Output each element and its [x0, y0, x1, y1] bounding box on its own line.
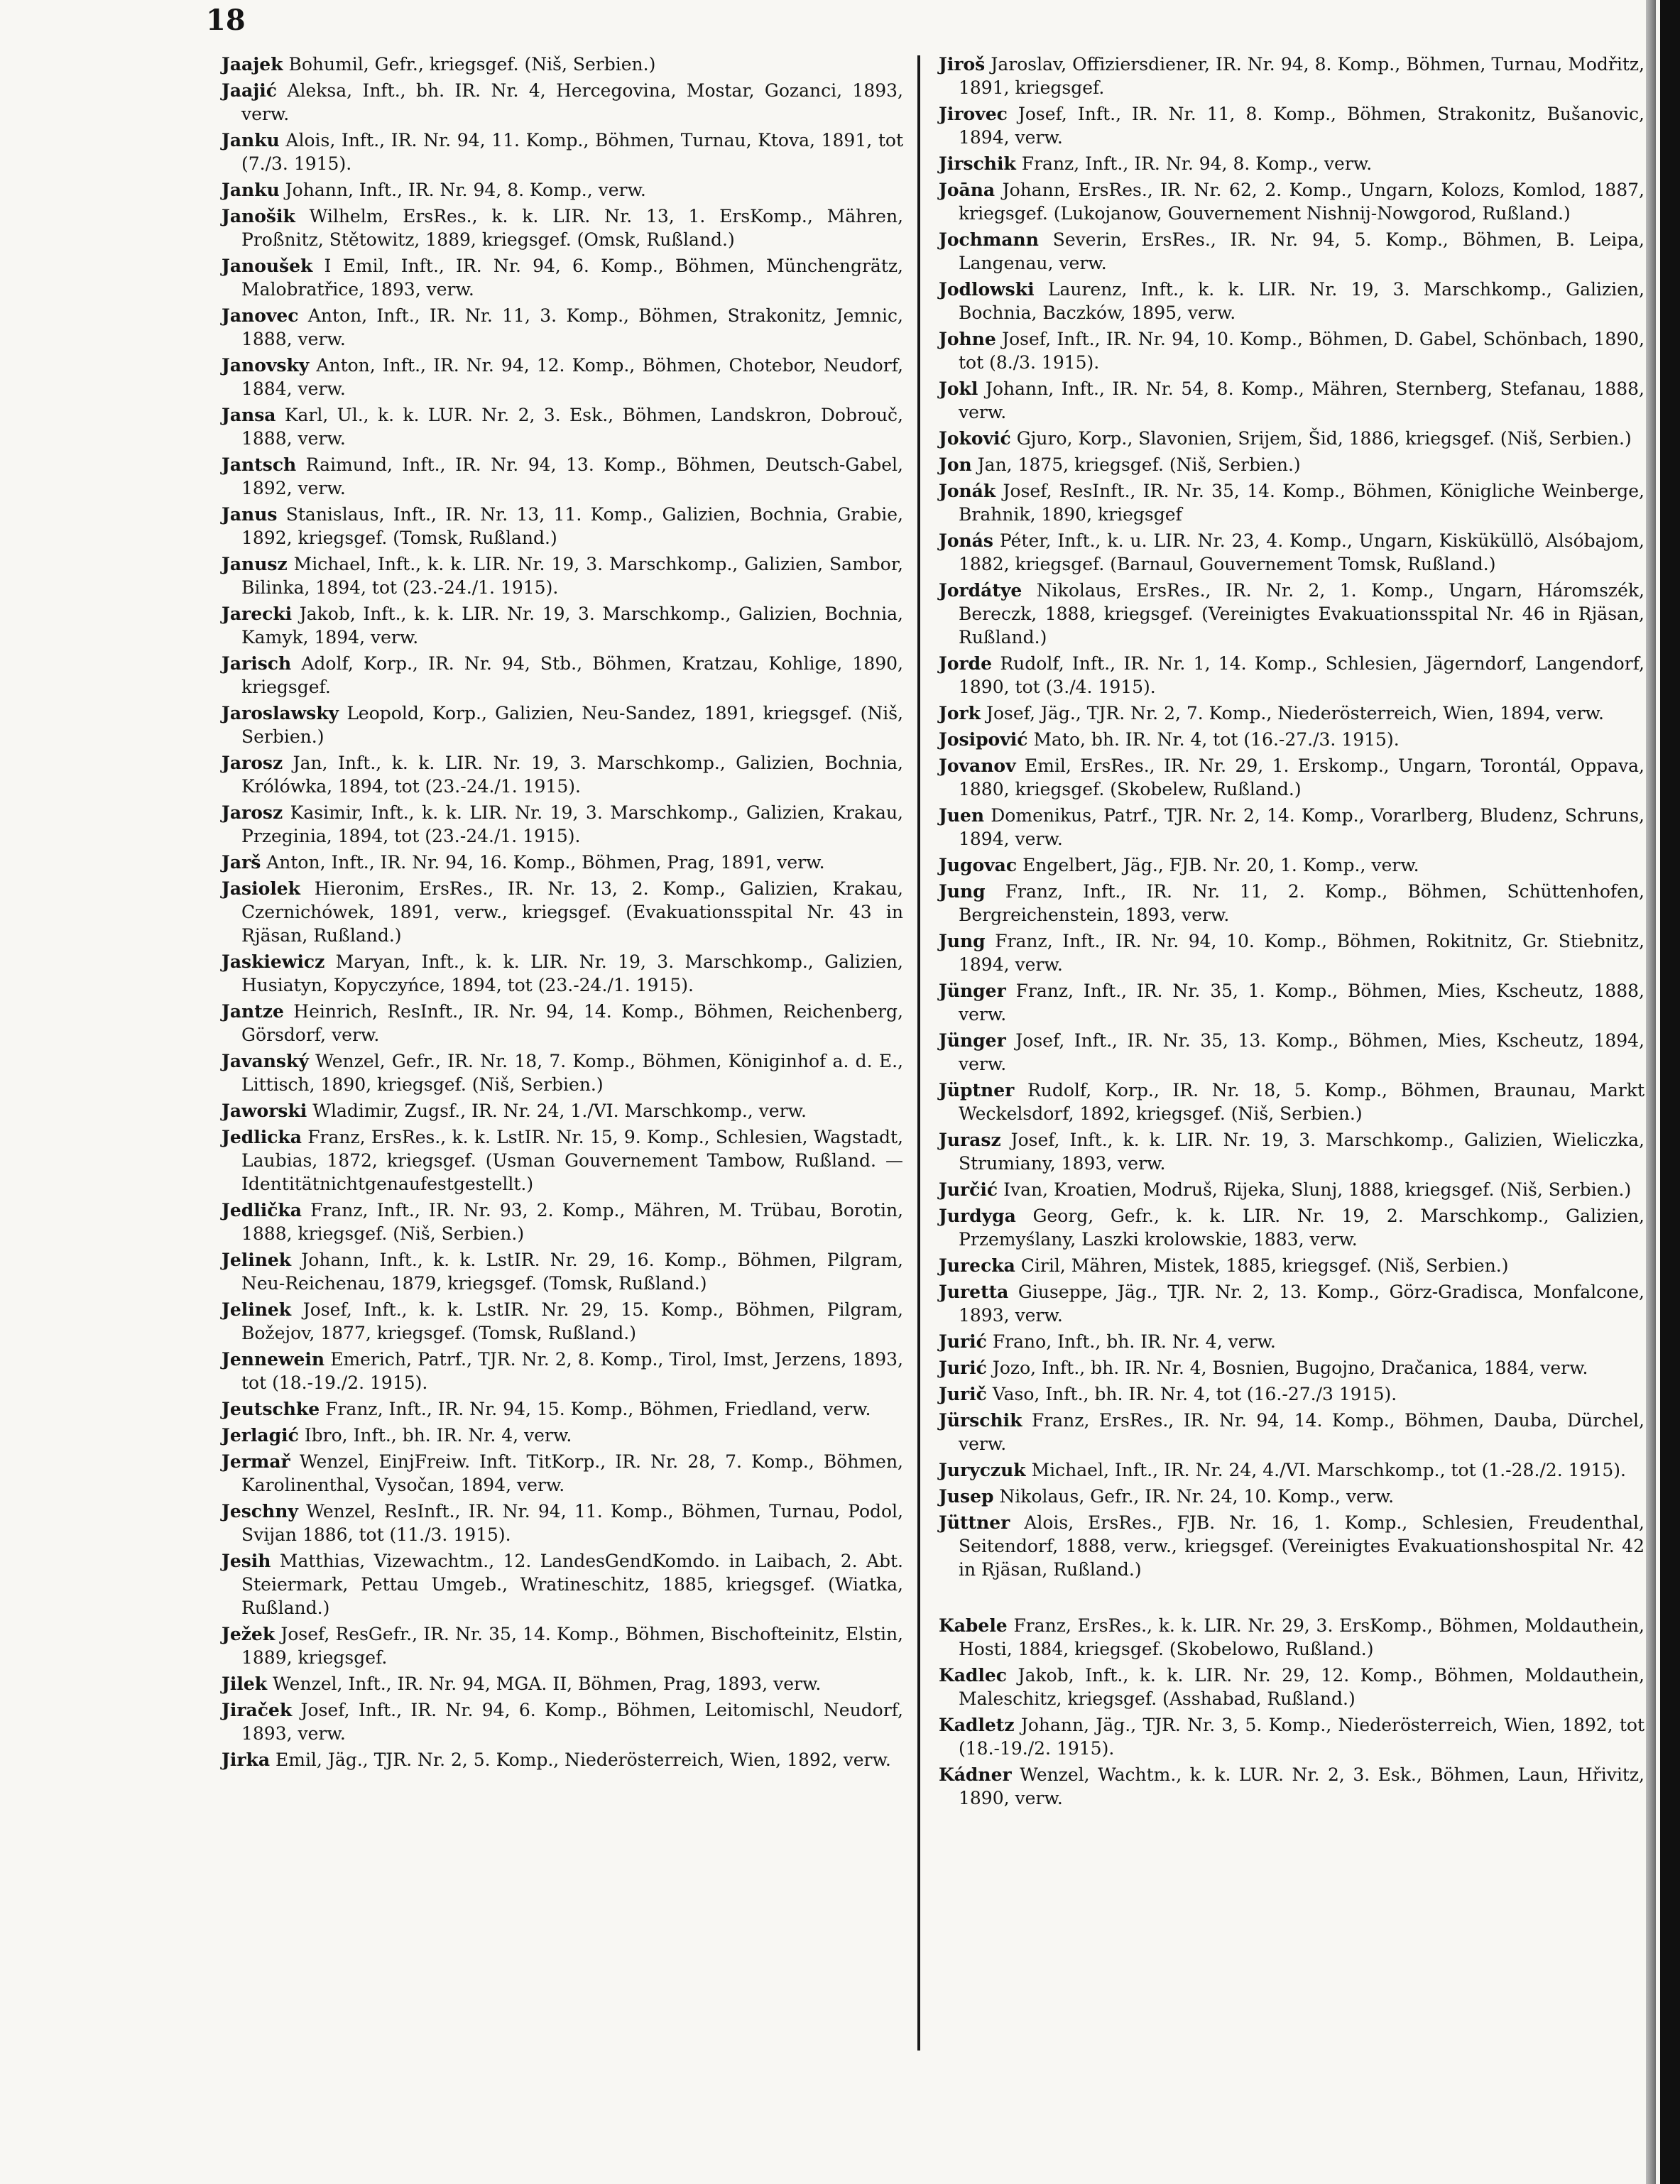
entry-surname: Jarosz — [222, 753, 283, 773]
entry-surname: Jurić — [939, 1331, 987, 1352]
list-entry — [222, 1000, 903, 1047]
entry-details: Anton, Inft., IR. Nr. 11, 3. Komp., Böhmen, Strakonitz, Jemnic, 1888, verw. — [241, 305, 903, 349]
entry-surname: Jesih — [222, 1551, 271, 1571]
entry-details: Josef, Inft., IR. Nr. 35, 13. Komp., Böhmen, Mies, Kscheutz, 1894, verw. — [959, 1030, 1645, 1074]
entry-surname: Jürschik — [939, 1410, 1022, 1431]
list-entry — [222, 1049, 903, 1096]
entry-details: Jozo, Inft., bh. IR. Nr. 4, Bosnien, Bugojno, Dračanica, 1884, verw. — [992, 1358, 1588, 1378]
list-entry — [939, 1330, 1644, 1353]
entry-surname: Jurčić — [939, 1179, 998, 1200]
entry-surname: Kabele — [939, 1615, 1008, 1636]
list-entry — [939, 652, 1644, 699]
list-entry — [222, 1348, 903, 1394]
entry-surname: Jaworski — [222, 1101, 307, 1121]
list-entry — [222, 453, 903, 500]
list-entry — [222, 79, 903, 126]
list-entry — [222, 1424, 903, 1447]
list-entry — [222, 178, 903, 202]
list-entry — [939, 929, 1644, 976]
entry-surname: Jirschik — [939, 153, 1016, 174]
entry-details: Heinrich, ResInft., IR. Nr. 94, 14. Komp., Böhmen, Reichenberg, Görsdorf, verw. — [241, 1001, 903, 1045]
entry-surname: Jordátye — [939, 580, 1022, 601]
list-entry — [222, 1450, 903, 1497]
list-entry — [939, 1485, 1644, 1508]
entry-surname: Janoušek — [222, 256, 313, 276]
list-entry — [222, 1298, 903, 1345]
entry-details: Josef, Inft., IR. Nr. 11, 8. Komp., Böhmen, Strakonitz, Bušanovic, 1894, verw. — [959, 104, 1644, 148]
list-entry — [939, 754, 1644, 801]
entry-details: Johann, Inft., IR. Nr. 54, 8. Komp., Mähren, Sternberg, Stefanau, 1888, verw. — [959, 378, 1644, 422]
entry-details: Stanislaus, Inft., IR. Nr. 13, 11. Komp., Galizien, Bochnia, Grabie, 1892, kriegsgef. (Tomsk, Rußland.) — [241, 504, 903, 548]
entry-details: Johann, Jäg., TJR. Nr. 3, 5. Komp., Niederösterreich, Wien, 1892, tot (18.-19./2. 1915). — [959, 1715, 1644, 1759]
entry-details: Ciril, Mähren, Mistek, 1885, kriegsgef. (Niš, Serbien.) — [1020, 1255, 1509, 1276]
list-entry — [939, 529, 1644, 576]
list-entry — [222, 1672, 903, 1696]
list-entry — [222, 53, 903, 76]
entry-surname: Juen — [939, 805, 985, 826]
list-entry — [222, 304, 903, 351]
entry-details: Bohumil, Gefr., kriegsgef. (Niš, Serbien.) — [288, 54, 656, 75]
entry-surname: Jantze — [222, 1001, 284, 1022]
entry-details: Leopold, Korp., Galizien, Neu-Sandez, 1891, kriegsgef. (Niš, Serbien.) — [241, 703, 903, 747]
list-entry — [939, 1280, 1644, 1327]
entry-surname: Javanský — [222, 1051, 309, 1071]
entry-surname: Josipović — [939, 729, 1028, 750]
list-entry — [939, 1664, 1644, 1710]
entry-surname: Jaroslawsky — [222, 703, 339, 724]
entry-surname: Jaajek — [222, 54, 283, 75]
list-entry — [939, 1763, 1644, 1810]
entry-details: Domenikus, Patrf., TJR. Nr. 2, 14. Komp., Vorarlberg, Bludenz, Schruns, 1894, verw. — [959, 805, 1644, 849]
entry-surname: Jokl — [939, 378, 978, 399]
entry-details: Johann, Inft., k. k. LstIR. Nr. 29, 16. Komp., Böhmen, Pilgram, Neu-Reichenau, 1879, kriegsgef. (Tomsk, Rußland.) — [241, 1250, 903, 1294]
entry-details: Franz, Inft., IR. Nr. 93, 2. Komp., Mähren, M. Trübau, Borotin, 1888, kriegsgef. (Niš, Serbien.) — [241, 1200, 903, 1244]
entry-details: Jakob, Inft., k. k. LIR. Nr. 19, 3. Marschkomp., Galizien, Bochnia, Kamyk, 1894, verw. — [241, 604, 903, 648]
entry-surname: Joāna — [939, 180, 996, 200]
entry-details: Rudolf, Korp., IR. Nr. 18, 5. Komp., Böhmen, Braunau, Markt Weckelsdorf, 1892, kriegsgef. (Niš, Serbien.) — [959, 1080, 1644, 1124]
entry-surname: Jeutschke — [222, 1399, 320, 1419]
entry-surname: Jaajić — [222, 80, 277, 101]
list-entry — [939, 228, 1644, 275]
entry-details: Jan, 1875, kriegsgef. (Niš, Serbien.) — [977, 454, 1301, 475]
entry-surname: Joković — [939, 428, 1011, 449]
entry-surname: Jermař — [222, 1451, 290, 1472]
list-entry — [939, 377, 1644, 424]
list-entry — [939, 1029, 1644, 1076]
entry-details: Josef, Inft., k. k. LIR. Nr. 19, 3. Marschkomp., Galizien, Wieliczka, Strumiany, 1893, verw. — [959, 1130, 1645, 1174]
entry-details: Franz, ErsRes., k. k. LIR. Nr. 29, 3. ErsKomp., Böhmen, Moldauthein, Hosti, 1884, kriegsgef. (Skobelowo, Rußland.) — [959, 1615, 1644, 1659]
list-entry — [222, 204, 903, 251]
entry-details: Kasimir, Inft., k. k. LIR. Nr. 19, 3. Marschkomp., Galizien, Krakau, Przeginia, 1894, tot (23.-24./1. 1915). — [241, 802, 903, 846]
list-entry — [939, 701, 1644, 725]
list-entry — [222, 552, 903, 599]
entry-surname: Jonák — [939, 481, 996, 501]
list-entry — [939, 1409, 1644, 1456]
entry-details: Josef, ResInft., IR. Nr. 35, 14. Komp., Böhmen, Königliche Weinberge, Brahnik, 1890, kriegsgef — [959, 481, 1645, 525]
entry-surname: Jochmann — [939, 229, 1039, 250]
entry-surname: Janku — [222, 180, 280, 200]
list-entry — [939, 1079, 1644, 1125]
entry-surname: Jung — [939, 931, 986, 951]
list-entry — [939, 1511, 1644, 1581]
entry-surname: Johne — [939, 329, 996, 349]
list-entry — [222, 503, 903, 550]
entry-details: Nikolaus, Gefr., IR. Nr. 24, 10. Komp., verw. — [999, 1486, 1395, 1507]
list-entry — [939, 1614, 1644, 1661]
entry-surname: Jünger — [939, 981, 1006, 1001]
list-entry — [222, 1397, 903, 1421]
entry-details: Ibro, Inft., bh. IR. Nr. 4, verw. — [304, 1425, 572, 1446]
list-entry — [939, 327, 1644, 374]
list-entry — [222, 1622, 903, 1669]
entry-details: Jakob, Inft., k. k. LIR. Nr. 29, 12. Komp., Böhmen, Moldauthein, Maleschitz, kriegsgef. (Asshabad, Rußland.) — [959, 1665, 1644, 1709]
entry-surname: Janku — [222, 130, 280, 151]
entry-details: Alois, ErsRes., FJB. Nr. 16, 1. Komp., Schlesien, Freudenthal, Seitendorf, 1888, verw., kriegsgef. (Vereinigtes Evakuationshospital Nr. 42 in Rjäsan, Rußland.) — [959, 1512, 1645, 1580]
entry-details: Frano, Inft., bh. IR. Nr. 4, verw. — [992, 1331, 1276, 1352]
entry-details: Franz, Inft., IR. Nr. 94, 8. Komp., verw. — [1021, 153, 1373, 174]
entry-surname: Jurič — [939, 1384, 987, 1404]
list-entry — [222, 1698, 903, 1745]
entry-details: I Emil, Inft., IR. Nr. 94, 6. Komp., Böhmen, Münchengrätz, Malobratřice, 1893, verw. — [241, 256, 903, 300]
entry-surname: Janovsky — [222, 355, 310, 376]
list-entry — [222, 1125, 903, 1196]
list-entry — [939, 278, 1644, 324]
list-entry — [222, 1500, 903, 1546]
entry-surname: Jonás — [939, 530, 993, 551]
list-entry — [939, 979, 1644, 1026]
entry-details: Adolf, Korp., IR. Nr. 94, Stb., Böhmen, Kratzau, Kohlige, 1890, kriegsgef. — [241, 653, 904, 697]
entry-surname: Jugovac — [939, 855, 1018, 875]
list-entry — [939, 102, 1644, 149]
entry-surname: Kadlec — [939, 1665, 1008, 1686]
entry-surname: Jüttner — [939, 1512, 1010, 1533]
entry-details: Josef, Jäg., TJR. Nr. 2, 7. Komp., Niederösterreich, Wien, 1894, verw. — [986, 703, 1604, 724]
entry-details: Mato, bh. IR. Nr. 4, tot (16.-27./3. 1915). — [1033, 729, 1400, 750]
entry-surname: Jiraček — [222, 1700, 293, 1720]
page-number: 18 — [206, 4, 246, 37]
entry-surname: Janovec — [222, 305, 299, 326]
entry-details: Johann, ErsRes., IR. Nr. 62, 2. Komp., Ungarn, Kolozs, Komlod, 1887, kriegsgef. (Lukojanow, Gouvernement Nishnij-Nowgorod, Rußland.) — [959, 180, 1645, 224]
entry-details: Anton, Inft., IR. Nr. 94, 12. Komp., Böhmen, Chotebor, Neudorf, 1884, verw. — [241, 355, 903, 399]
entry-details: Emil, ErsRes., IR. Nr. 29, 1. Erskomp., Ungarn, Torontál, Oppava, 1880, kriegsgef. (Skobelew, Rußland.) — [959, 755, 1644, 799]
entry-surname: Jennewein — [222, 1349, 325, 1370]
list-entry — [222, 950, 903, 997]
entry-surname: Janus — [222, 504, 278, 525]
list-entry — [939, 1128, 1644, 1175]
list-entry — [939, 152, 1644, 175]
entry-details: Michael, Inft., k. k. LIR. Nr. 19, 3. Marschkomp., Galizien, Sambor, Bilinka, 1894, tot (23.-24./1. 1915). — [241, 554, 903, 598]
entry-surname: Jurasz — [939, 1130, 1001, 1150]
list-entry — [222, 354, 903, 400]
entry-details: Jan, Inft., k. k. LIR. Nr. 19, 3. Marschkomp., Galizien, Bochnia, Królówka, 1894, tot (23.-24./1. 1915). — [241, 753, 903, 797]
list-entry — [939, 427, 1644, 450]
entry-surname: Jarosz — [222, 802, 283, 823]
entry-surname: Janošik — [222, 206, 295, 226]
entry-surname: Jansa — [222, 405, 276, 425]
list-entry — [222, 701, 903, 748]
entry-details: Gjuro, Korp., Slavonien, Srijem, Šid, 1886, kriegsgef. (Niš, Serbien.) — [1016, 428, 1632, 449]
entry-details: Wilhelm, ErsRes., k. k. LIR. Nr. 13, 1. ErsKomp., Mähren, Proßnitz, Stětowitz, 1889, kriegsgef. (Omsk, Rußland.) — [241, 206, 903, 250]
entry-surname: Juretta — [939, 1282, 1009, 1302]
list-entry — [222, 602, 903, 649]
entry-details: Emil, Jäg., TJR. Nr. 2, 5. Komp., Niederösterreich, Wien, 1892, verw. — [275, 1749, 891, 1770]
entry-details: Johann, Inft., IR. Nr. 94, 8. Komp., verw. — [285, 180, 646, 200]
entry-details: Franz, Inft., IR. Nr. 94, 15. Komp., Böhmen, Friedland, verw. — [325, 1399, 871, 1419]
entry-surname: Kádner — [939, 1764, 1012, 1785]
entry-details: Maryan, Inft., k. k. LIR. Nr. 19, 3. Marschkomp., Galizien, Husiatyn, Kopyczyńce, 1894, tot (23.-24./1. 1915). — [241, 951, 903, 995]
list-entry — [222, 1248, 903, 1295]
list-entry — [939, 479, 1644, 526]
entry-details: Wenzel, Wachtm., k. k. LUR. Nr. 2, 3. Esk., Böhmen, Laun, Hřivitz, 1890, verw. — [959, 1764, 1644, 1808]
entry-details: Anton, Inft., IR. Nr. 94, 16. Komp., Böhmen, Prag, 1891, verw. — [266, 852, 825, 873]
entry-details: Nikolaus, ErsRes., IR. Nr. 2, 1. Komp., Ungarn, Háromszék, Bereczk, 1888, kriegsgef. (Vereinigtes Evakuationsspital Nr. 46 in Rjäsan, Rußland.) — [959, 580, 1644, 648]
entry-surname: Jünger — [939, 1030, 1006, 1051]
entry-details: Wenzel, EinjFreiw. Inft. TitKorp., IR. Nr. 28, 7. Komp., Böhmen, Karolinenthal, Vysočan, 1894, verw. — [241, 1451, 903, 1495]
list-entry — [939, 853, 1644, 877]
list-entry — [939, 53, 1644, 99]
entry-surname: Jelinek — [222, 1250, 292, 1270]
list-entry — [939, 1382, 1644, 1406]
list-entry — [222, 403, 903, 450]
list-entry — [939, 178, 1644, 225]
list-entry — [222, 1549, 903, 1620]
entry-surname: Jantsch — [222, 454, 297, 475]
entry-details: Franz, ErsRes., IR. Nr. 94, 14. Komp., Böhmen, Dauba, Dürchel, verw. — [959, 1410, 1644, 1454]
list-entry — [939, 728, 1644, 751]
entry-details: Georg, Gefr., k. k. LIR. Nr. 19, 2. Marschkomp., Galizien, Przemyślany, Laszki krolowskie, 1883, verw. — [959, 1206, 1645, 1250]
list-entry — [939, 880, 1644, 927]
list-entry — [222, 254, 903, 301]
list-entry — [222, 129, 903, 175]
list-entry — [222, 1199, 903, 1245]
entry-surname: Jorde — [939, 653, 993, 674]
entry-surname: Jurdyga — [939, 1206, 1016, 1226]
entry-details: Raimund, Inft., IR. Nr. 94, 13. Komp., Böhmen, Deutsch-Gabel, 1892, verw. — [241, 454, 903, 498]
entry-surname: Jedlička — [222, 1200, 302, 1221]
list-entry — [939, 1204, 1644, 1251]
entry-details: Wenzel, ResInft., IR. Nr. 94, 11. Komp., Böhmen, Turnau, Podol, Svijan 1886, tot (11./3. 1915). — [241, 1501, 903, 1545]
entry-details: Wenzel, Gefr., IR. Nr. 18, 7. Komp., Böhmen, Königinhof a. d. E., Littisch, 1890, kriegsgef. (Niš, Serbien.) — [241, 1051, 903, 1095]
entry-surname: Jirka — [222, 1749, 271, 1770]
entry-surname: Jilek — [222, 1674, 268, 1694]
entry-surname: Jerlagić — [222, 1425, 299, 1446]
list-entry — [222, 851, 903, 874]
entry-details: Franz, Inft., IR. Nr. 11, 2. Komp., Böhmen, Schüttenhofen, Bergreichenstein, 1893, verw. — [959, 881, 1645, 925]
entry-surname: Jork — [939, 703, 981, 724]
right-column — [939, 53, 1644, 1813]
list-entry — [939, 804, 1644, 851]
entry-surname: Jiroš — [939, 54, 986, 75]
entry-surname: Janusz — [222, 554, 288, 574]
entry-surname: Ježek — [222, 1624, 276, 1644]
list-entry — [939, 1713, 1644, 1760]
entry-details: Péter, Inft., k. u. LIR. Nr. 23, 4. Komp., Ungarn, Kisküküllö, Alsóbajom, 1882, kriegsgef. (Barnaul, Gouvernement Tomsk, Rußland.) — [959, 530, 1644, 574]
entry-surname: Jodlowski — [939, 279, 1035, 300]
list-entry — [939, 1254, 1644, 1277]
entry-surname: Jeschny — [222, 1501, 298, 1522]
entry-details: Franz, Inft., IR. Nr. 94, 10. Komp., Böhmen, Rokitnitz, Gr. Stiebnitz, 1894, verw. — [959, 931, 1644, 975]
entry-surname: Jurecka — [939, 1255, 1015, 1276]
entry-details: Laurenz, Inft., k. k. LIR. Nr. 19, 3. Marschkomp., Galizien, Bochnia, Baczków, 1895, verw. — [959, 279, 1645, 323]
entry-details: Jaroslav, Offiziersdiener, IR. Nr. 94, 8. Komp., Böhmen, Turnau, Modřitz, 1891, kriegsgef. — [959, 54, 1644, 98]
entry-surname: Jarš — [222, 852, 261, 873]
entry-details: Josef, Inft., IR. Nr. 94, 10. Komp., Böhmen, D. Gabel, Schönbach, 1890, tot (8./3. 1915). — [959, 329, 1644, 373]
entry-details: Karl, Ul., k. k. LUR. Nr. 2, 3. Esk., Böhmen, Landskron, Dobrouč, 1888, verw. — [241, 405, 903, 449]
entry-details: Wenzel, Inft., IR. Nr. 94, MGA. II, Böhmen, Prag, 1893, verw. — [273, 1674, 822, 1694]
entry-details: Giuseppe, Jäg., TJR. Nr. 2, 13. Komp., Görz-Gradisca, Monfalcone, 1893, verw. — [959, 1282, 1645, 1326]
entry-surname: Kadletz — [939, 1715, 1015, 1735]
entry-surname: Jelinek — [222, 1299, 292, 1320]
list-entry — [222, 1099, 903, 1123]
list-entry — [939, 1356, 1644, 1380]
entry-details: Wladimir, Zugsf., IR. Nr. 24, 1./VI. Marschkomp., verw. — [312, 1101, 807, 1121]
entry-surname: Jedlicka — [222, 1127, 302, 1147]
scan-border — [1660, 0, 1680, 2184]
entry-surname: Jon — [939, 454, 972, 475]
page-edge-shadow — [1646, 0, 1656, 2184]
entry-details: Josef, ResGefr., IR. Nr. 35, 14. Komp., Böhmen, Bischofteinitz, Elstin, 1889, kriegsgef. — [241, 1624, 903, 1668]
entry-surname: Jüptner — [939, 1080, 1015, 1101]
entry-surname: Jarisch — [222, 653, 292, 674]
list-entry — [222, 1748, 903, 1771]
entry-details: Michael, Inft., IR. Nr. 24, 4./VI. Marschkomp., tot (1.-28./2. 1915). — [1031, 1460, 1626, 1480]
entry-surname: Jaskiewicz — [222, 951, 325, 972]
list-entry — [222, 801, 903, 848]
entry-surname: Jirovec — [939, 104, 1008, 124]
list-entry — [939, 1178, 1644, 1201]
entry-surname: Jarecki — [222, 604, 293, 624]
entry-details: Matthias, Vizewachtm., 12. LandesGendKomdo. in Laibach, 2. Abt. Steiermark, Pettau Umgeb., Wratineschitz, 1885, kriegsgef. (Wiatka, Rußland.) — [241, 1551, 903, 1618]
entry-details: Emerich, Patrf., TJR. Nr. 2, 8. Komp., Tirol, Imst, Jerzens, 1893, tot (18.-19./2. 1915). — [241, 1349, 903, 1393]
entry-surname: Jurić — [939, 1358, 987, 1378]
entry-surname: Jung — [939, 881, 986, 902]
entry-details: Severin, ErsRes., IR. Nr. 94, 5. Komp., Böhmen, B. Leipa, Langenau, verw. — [959, 229, 1645, 273]
entry-surname: Jasiolek — [222, 878, 300, 899]
list-entry — [222, 652, 903, 699]
entry-surname: Jusep — [939, 1486, 994, 1507]
entry-details: Vaso, Inft., bh. IR. Nr. 4, tot (16.-27./3 1915). — [992, 1384, 1397, 1404]
list-entry — [939, 453, 1644, 476]
list-entry — [939, 1458, 1644, 1482]
list-entry — [222, 877, 903, 947]
list-entry — [939, 579, 1644, 649]
entry-surname: Jovanov — [939, 755, 1016, 776]
entry-details: Josef, Inft., k. k. LstIR. Nr. 29, 15. Komp., Böhmen, Pilgram, Božejov, 1877, kriegsgef. (Tomsk, Rußland.) — [241, 1299, 903, 1343]
entry-details: Alois, Inft., IR. Nr. 94, 11. Komp., Böhmen, Turnau, Ktova, 1891, tot (7./3. 1915). — [241, 130, 904, 174]
entry-details: Hieronim, ErsRes., IR. Nr. 13, 2. Komp., Galizien, Krakau, Czernichówek, 1891, verw., kriegsgef. (Evakuationsspital Nr. 43 in Rjäsan, Rußland.) — [241, 878, 903, 946]
entry-surname: Juryczuk — [939, 1460, 1026, 1480]
list-entry — [222, 751, 903, 798]
entry-details: Franz, ErsRes., k. k. LstIR. Nr. 15, 9. Komp., Schlesien, Wagstadt, Laubias, 1872, kriegsgef. (Usman Gouvernement Tambow, Rußland. — Identitätnichtgenaufestgestellt.) — [241, 1127, 903, 1194]
entry-details: Ivan, Kroatien, Modruš, Rijeka, Slunj, 1888, kriegsgef. (Niš, Serbien.) — [1003, 1179, 1632, 1200]
entry-details: Rudolf, Inft., IR. Nr. 1, 14. Komp., Schlesien, Jägerndorf, Langendorf, 1890, tot (3./4. 1915). — [959, 653, 1644, 697]
entry-details: Josef, Inft., IR. Nr. 94, 6. Komp., Böhmen, Leitomischl, Neudorf, 1893, verw. — [241, 1700, 903, 1744]
entry-details: Franz, Inft., IR. Nr. 35, 1. Komp., Böhmen, Mies, Kscheutz, 1888, verw. — [959, 981, 1644, 1025]
left-column — [222, 53, 903, 1774]
column-divider — [917, 55, 920, 2051]
entry-details: Aleksa, Inft., bh. IR. Nr. 4, Hercegovina, Mostar, Gozanci, 1893, verw. — [241, 80, 903, 124]
entry-details: Engelbert, Jäg., FJB. Nr. 20, 1. Komp., verw. — [1022, 855, 1419, 875]
